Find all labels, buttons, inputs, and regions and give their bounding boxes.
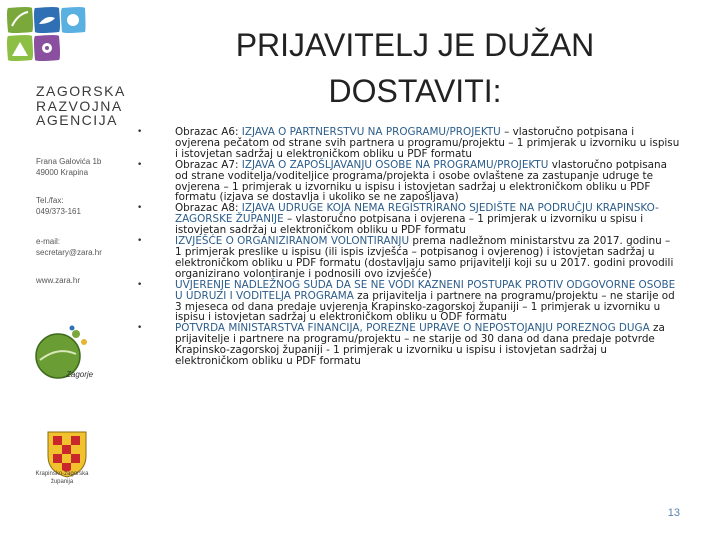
list-item: [125, 160, 680, 204]
slide-title-line: DOSTAVITI:: [328, 73, 502, 109]
agency-name: [36, 84, 126, 128]
sidebar: [0, 0, 126, 540]
list-item-text: [175, 160, 680, 204]
bullet-icon: •: [137, 127, 143, 137]
list-item: [125, 323, 680, 367]
item-rest: prema nadležnom ministarstvu za 2017. godinu – 1 primjerak preslike u ispisu (ili ispis izvješća – potpisanog i ovjerenog) i istovjetan sadržaj u elektroničkom obliku u PDF formatu (dostavljaju samo prijavitelji koji su u 2017. godini provodili organizirano volontiranje i podnosili ovo izvješće): [175, 235, 674, 280]
item-rest: – vlastoručno potpisana i ovjerena pečatom od strane svih partnera u programu/projektu – 1 primjerak u izvorniku u ispisu i istovjetan sadržaj u elektroničkom obliku u PDF formatu: [175, 126, 680, 160]
item-prefix: Obrazac A7:: [175, 158, 242, 171]
slide-title: [200, 22, 630, 114]
list-item-text: [175, 203, 680, 236]
item-highlight: IZJAVA UDRUGE KOJA NEMA REGISTRIRANO SJEDIŠTE NA PODRUČJU KRAPINSKO-ZAGORSKE ŽUPANIJE: [175, 202, 659, 226]
slide-title-line: PRIJAVITELJ JE DUŽAN: [235, 27, 595, 63]
bullet-icon: •: [137, 323, 143, 334]
list-item: [125, 280, 680, 324]
bullet-icon: •: [137, 203, 143, 214]
zara-logo-icon: [6, 6, 86, 76]
item-highlight: IZJAVA O PARTNERSTVU NA PROGRAMU/PROJEKTU: [241, 126, 501, 138]
item-highlight: POTVRDA MINISTARSTVA FINANCIJA, POREZNE UPRAVE O NEPOSTOJANJU POREZNOG DUGA: [175, 322, 650, 335]
item-highlight: IZJAVA O ZAPOŠLJAVANJU OSOBE NA PROGRAMU/PROJEKTU: [241, 158, 549, 171]
address-line: Frana Galovića 1b: [36, 157, 102, 166]
list-item: [125, 127, 680, 160]
item-prefix: Obrazac A8:: [175, 202, 242, 215]
list-item-text: [175, 280, 680, 324]
item-prefix: Obrazac A6:: [175, 126, 242, 138]
list-item-text: [175, 323, 680, 367]
page-number: 13: [667, 507, 680, 519]
list-item-text: [175, 236, 680, 280]
email-address[interactable]: secretary@zara.hr: [36, 248, 102, 257]
list-item: [125, 203, 680, 236]
agency-name-line: RAZVOJNA: [36, 97, 123, 114]
item-highlight: UVJERENJE NADLEŽNOG SUDA DA SE NE VODI KAZNENI POSTUPAK PROTIV ODGOVORNE OSOBE U UDRUZI I VODITELJA PROGRAMA: [175, 278, 676, 302]
item-rest: za prijavitelja i partnere na programu/projektu – ne starije od 3 mjeseca od dana predaje uvjerenja Krapinsko-zagorskoj županiji – 1 primjerak u izvorniku u ispisu i istovjetan sadržaj u elektroničkom obliku u ODF formatu: [175, 289, 675, 324]
item-highlight: IZVJEŠĆE O ORGANIZIRANOM VOLONTIRANJU: [175, 235, 410, 248]
zagorje-globe-icon: [28, 320, 106, 390]
bullet-icon: •: [137, 279, 143, 290]
bullet-icon: •: [137, 159, 143, 170]
item-rest: vlastoručno potpisana od strane voditelja/voditeljice programa/projekta i osobe ovlaštene za zastupanje udruge te ovjerena – 1 primjerak u izvorniku u ispisu i istovjetan sadržaj u elektroničkom obliku u PDF formatu (izjava se dostavlja i ukoliko se ne zapošljava): [175, 158, 668, 204]
agency-name-line: ZAGORSKA: [36, 83, 126, 99]
requirements-list: [125, 127, 680, 367]
item-rest: – vlastoručno potpisana i ovjerena – 1 primjerak u izvorniku u spisu i istovjetan sadržaj u elektroničkom obliku u PDF formatu: [175, 213, 644, 237]
agency-name-line: AGENCIJA: [36, 112, 119, 128]
email-label: e-mail:: [36, 237, 61, 246]
phone-number: 049/373-161: [36, 207, 81, 216]
address-line: 49000 Krapina: [36, 168, 89, 177]
list-item-text: [175, 127, 680, 160]
zagorje-caption: Zagorje: [66, 370, 94, 379]
list-item: [125, 236, 680, 280]
bullet-icon: •: [137, 236, 143, 247]
website-link[interactable]: www.zara.hr: [36, 276, 81, 285]
phone-label: Tel./fax:: [36, 196, 64, 205]
county-caption: Krapinsko-zagorska županija: [35, 471, 89, 485]
item-rest: za prijavitelje i partnere na programu/projektu – ne starije od 30 dana od dana predaje potvrde Krapinsko-zagorskoj županiji - 1 primjerak u izvorniku u ispisu i istovjetan sadržaj u elektroničkom obliku u PDF formatu: [175, 322, 665, 368]
